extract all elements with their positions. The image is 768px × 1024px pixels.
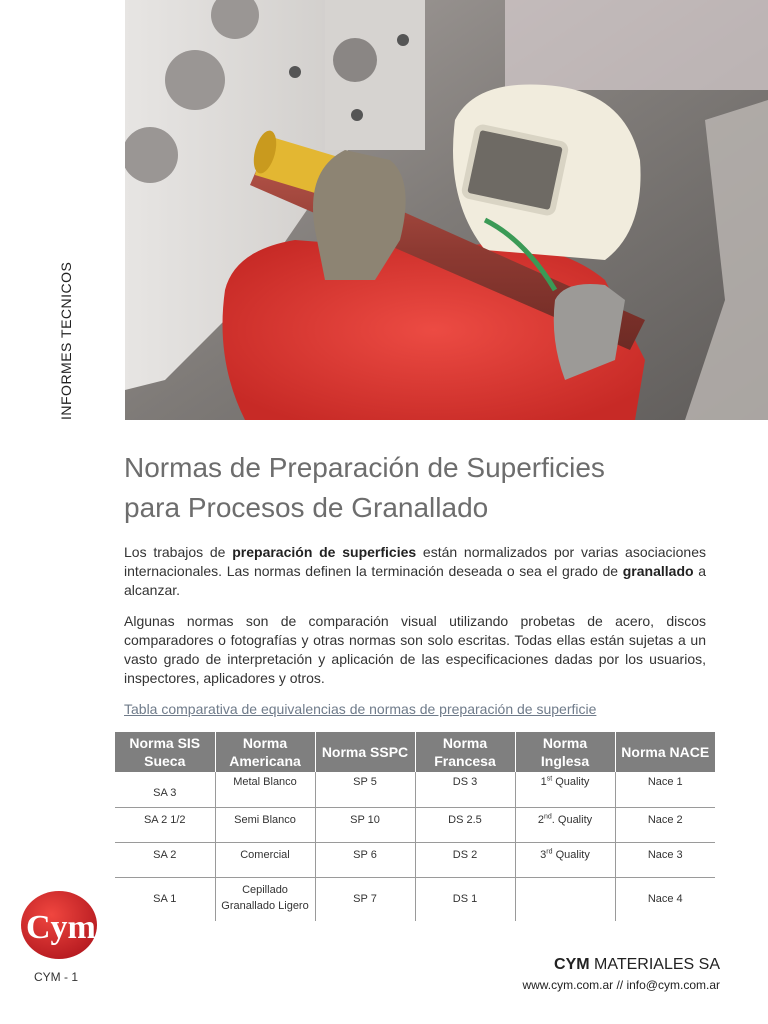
table-row [115,807,715,842]
intro-text-2: están normalizados por varias asociaciones internacionales. Las normas definen la terminación deseada o sea el grado de [124,544,706,579]
cell-sis: SA 3 [115,772,215,807]
cell-sspc: SP 6 [315,842,415,877]
cell-francesa: DS 2 [415,842,515,877]
cell-sspc: SP 5 [315,772,415,807]
header-sspc: Norma SSPC [315,732,415,772]
company-bold: CYM [554,956,590,973]
header-americana: Norma Americana [215,732,315,772]
cell-francesa: DS 3 [415,772,515,807]
table-caption: Tabla comparativa de equivalencias de normas de preparación de superficie [124,701,597,717]
header-nace: Norma NACE [615,732,715,772]
header-inglesa: Norma Inglesa [515,732,615,772]
intro-bold-2: granallado [622,563,694,579]
hero-photo [125,0,768,420]
header-sis: Norma SIS Sueca [115,732,215,772]
cell-nace: Nace 3 [615,842,715,877]
cell-nace: Nace 2 [615,807,715,842]
cell-francesa: DS 2.5 [415,807,515,842]
contact-info[interactable]: www.cym.com.ar // info@cym.com.ar [522,978,720,992]
company-name [554,956,720,974]
norms-table [115,732,715,921]
intro-text-1: Los trabajos de [124,544,233,560]
cell-sis: SA 1 [115,877,215,921]
title-line-2: para Procesos de Granallado [124,492,489,523]
cell-sis: SA 2 1/2 [115,807,215,842]
header-francesa: Norma Francesa [415,732,515,772]
table-row [115,772,715,807]
cell-inglesa [515,877,615,921]
logo-text: Cym [26,909,96,946]
second-paragraph: Algunas normas son de comparación visual utilizando probetas de acero, discos comparadores o fotografías y otras normas son solo escritas. Todas ellas están sujetas a un vasto grado de interpretación y aplicación de las especificaciones dadas por los usuarios, inspectores, aplicadores y otros. [124,613,706,686]
cell-sis: SA 2 [115,842,215,877]
cell-americana: Semi Blanco [215,807,315,842]
page-title [124,448,724,528]
page-number: CYM - 1 [34,970,79,984]
intro-paragraph [124,543,706,600]
intro-text-3: a alcanzar. [124,563,706,598]
cell-francesa: DS 1 [415,877,515,921]
cell-inglesa: 2nd. Quality [515,807,615,842]
table-row [115,877,715,921]
table-header-row [115,732,715,772]
title-line-1: Normas de Preparación de Superficies [124,452,605,483]
cell-americana: Cepillado Granallado Ligero [215,877,315,921]
company-rest: MATERIALES SA [589,956,720,973]
cell-nace: Nace 1 [615,772,715,807]
side-label: INFORMES TECNICOS [58,261,74,420]
table-row [115,842,715,877]
cell-sspc: SP 7 [315,877,415,921]
cell-inglesa: 1st Quality [515,772,615,807]
cell-nace: Nace 4 [647,892,683,905]
cym-logo [20,890,98,960]
intro-bold-1: preparación de superficies [232,544,417,560]
cell-americana: Comercial [215,842,315,877]
cell-sspc: SP 10 [315,807,415,842]
cell-americana: Metal Blanco [215,772,315,807]
cell-inglesa: 3rd Quality [515,842,615,877]
